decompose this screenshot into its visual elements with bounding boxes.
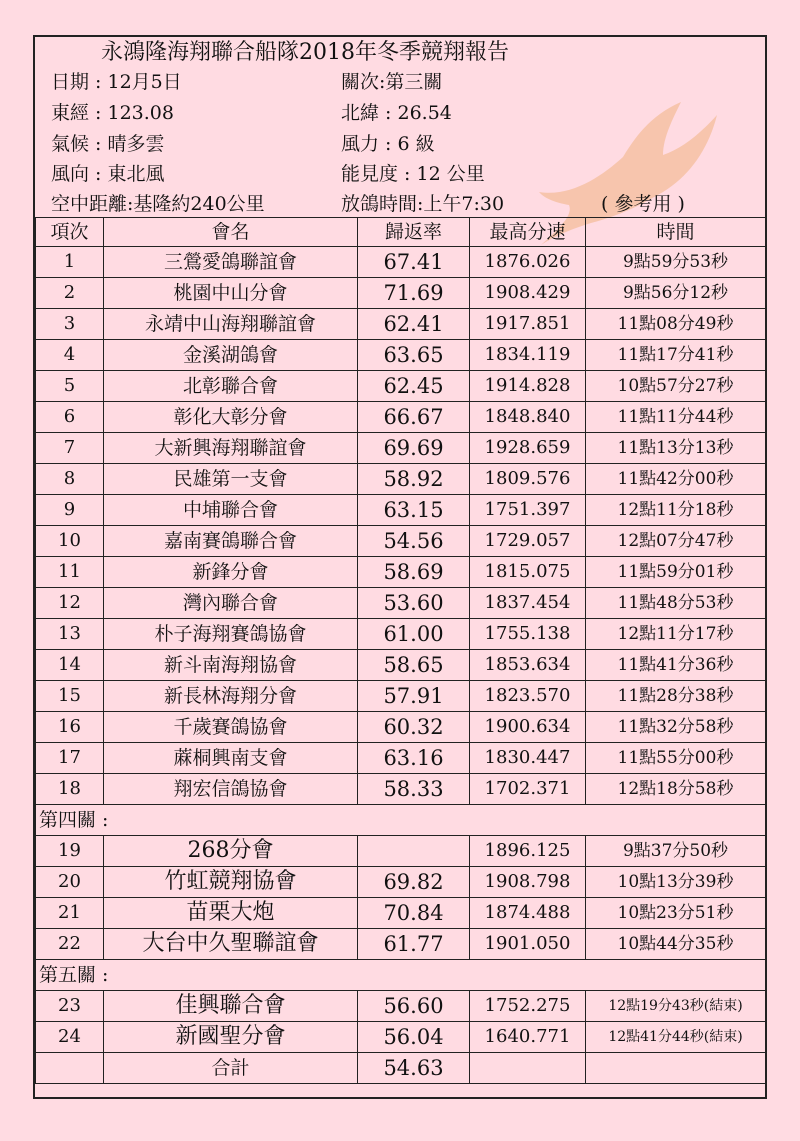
arrival-time: 11點11分44秒 xyxy=(586,402,766,433)
info-stage: 關次:第三關 xyxy=(341,71,443,93)
arrival-time: 11點42分00秒 xyxy=(586,464,766,495)
return-rate: 67.41 xyxy=(358,247,470,278)
table-row xyxy=(36,557,766,588)
arrival-time: 10點44分35秒 xyxy=(586,929,766,960)
return-rate: 56.60 xyxy=(358,991,470,1022)
return-rate: 58.92 xyxy=(358,464,470,495)
row-number: 7 xyxy=(36,433,104,464)
table-row xyxy=(36,867,766,898)
section-label: 第四關 : xyxy=(36,805,766,836)
club-name: 朴子海翔賽鴿協會 xyxy=(104,619,358,650)
return-rate: 57.91 xyxy=(358,681,470,712)
club-name: 灣內聯合會 xyxy=(104,588,358,619)
club-name: 苗栗大炮 xyxy=(104,898,358,929)
club-name: 彰化大彰分會 xyxy=(104,402,358,433)
top-speed: 1908.798 xyxy=(470,867,586,898)
top-speed: 1755.138 xyxy=(470,619,586,650)
return-rate xyxy=(358,836,470,867)
table-row xyxy=(36,836,766,867)
top-speed: 1853.634 xyxy=(470,650,586,681)
return-rate: 63.15 xyxy=(358,495,470,526)
club-name: 新鋒分會 xyxy=(104,557,358,588)
club-name: 大新興海翔聯誼會 xyxy=(104,433,358,464)
top-speed: 1702.371 xyxy=(470,774,586,805)
row-number: 14 xyxy=(36,650,104,681)
club-name: 佳興聯合會 xyxy=(104,991,358,1022)
table-row xyxy=(36,898,766,929)
arrival-time: 12點07分47秒 xyxy=(586,526,766,557)
return-rate: 53.60 xyxy=(358,588,470,619)
club-name: 蔴桐興南支會 xyxy=(104,743,358,774)
row-number: 9 xyxy=(36,495,104,526)
info-release-time: 放鴿時間:上午7:30 xyxy=(341,193,505,215)
top-speed: 1823.570 xyxy=(470,681,586,712)
top-speed: 1876.026 xyxy=(470,247,586,278)
row-number: 16 xyxy=(36,712,104,743)
header-rate: 歸返率 xyxy=(358,218,470,247)
top-speed: 1834.119 xyxy=(470,340,586,371)
table-row xyxy=(36,588,766,619)
section-row xyxy=(36,805,766,836)
club-name: 新國聖分會 xyxy=(104,1022,358,1053)
arrival-time: 9點56分12秒 xyxy=(586,278,766,309)
top-speed: 1837.454 xyxy=(470,588,586,619)
club-name: 桃園中山分會 xyxy=(104,278,358,309)
header-name: 會名 xyxy=(104,218,358,247)
row-number: 3 xyxy=(36,309,104,340)
section-label: 第五關 : xyxy=(36,960,766,991)
row-number: 1 xyxy=(36,247,104,278)
top-speed: 1815.075 xyxy=(470,557,586,588)
return-rate: 61.00 xyxy=(358,619,470,650)
return-rate: 63.65 xyxy=(358,340,470,371)
return-rate: 71.69 xyxy=(358,278,470,309)
table-row xyxy=(36,991,766,1022)
table-row xyxy=(36,619,766,650)
table-row xyxy=(36,712,766,743)
info-distance: 空中距離:基隆約240公里 xyxy=(51,193,265,215)
row-number: 5 xyxy=(36,371,104,402)
club-name: 竹虹競翔協會 xyxy=(104,867,358,898)
total-empty xyxy=(470,1053,586,1084)
arrival-time: 10點57分27秒 xyxy=(586,371,766,402)
arrival-time: 12點19分43秒(結束) xyxy=(586,991,766,1022)
club-name: 千歲賽鴿協會 xyxy=(104,712,358,743)
table-row xyxy=(36,526,766,557)
return-rate: 60.32 xyxy=(358,712,470,743)
return-rate: 62.41 xyxy=(358,309,470,340)
row-number: 23 xyxy=(36,991,104,1022)
arrival-time: 12點18分58秒 xyxy=(586,774,766,805)
arrival-time: 10點13分39秒 xyxy=(586,867,766,898)
table-row xyxy=(36,495,766,526)
table-row xyxy=(36,340,766,371)
row-number: 13 xyxy=(36,619,104,650)
row-number: 2 xyxy=(36,278,104,309)
info-reference: ( 參考用 ) xyxy=(601,193,685,215)
total-label: 合計 xyxy=(104,1053,358,1084)
arrival-time: 11點17分41秒 xyxy=(586,340,766,371)
top-speed: 1900.634 xyxy=(470,712,586,743)
top-speed: 1640.771 xyxy=(470,1022,586,1053)
return-rate: 61.77 xyxy=(358,929,470,960)
arrival-time: 11點55分00秒 xyxy=(586,743,766,774)
club-name: 翔宏信鴿協會 xyxy=(104,774,358,805)
return-rate: 70.84 xyxy=(358,898,470,929)
table-row xyxy=(36,247,766,278)
club-name: 新斗南海翔協會 xyxy=(104,650,358,681)
top-speed: 1914.828 xyxy=(470,371,586,402)
total-empty xyxy=(36,1053,104,1084)
table-row xyxy=(36,433,766,464)
top-speed: 1848.840 xyxy=(470,402,586,433)
return-rate: 69.69 xyxy=(358,433,470,464)
arrival-time: 11點48分53秒 xyxy=(586,588,766,619)
top-speed: 1830.447 xyxy=(470,743,586,774)
arrival-time: 12點11分18秒 xyxy=(586,495,766,526)
club-name: 北彰聯合會 xyxy=(104,371,358,402)
row-number: 20 xyxy=(36,867,104,898)
table-row xyxy=(36,650,766,681)
row-number: 11 xyxy=(36,557,104,588)
club-name: 268分會 xyxy=(104,836,358,867)
table-row xyxy=(36,309,766,340)
info-visibility: 能見度 : 12 公里 xyxy=(341,163,485,185)
row-number: 6 xyxy=(36,402,104,433)
table-row xyxy=(36,929,766,960)
top-speed: 1729.057 xyxy=(470,526,586,557)
return-rate: 54.56 xyxy=(358,526,470,557)
table-header-row xyxy=(36,218,766,247)
table-row xyxy=(36,743,766,774)
return-rate: 56.04 xyxy=(358,1022,470,1053)
club-name: 民雄第一支會 xyxy=(104,464,358,495)
total-rate: 54.63 xyxy=(358,1053,470,1084)
row-number: 18 xyxy=(36,774,104,805)
row-number: 24 xyxy=(36,1022,104,1053)
arrival-time: 11點08分49秒 xyxy=(586,309,766,340)
arrival-time: 11點59分01秒 xyxy=(586,557,766,588)
return-rate: 58.33 xyxy=(358,774,470,805)
row-number: 12 xyxy=(36,588,104,619)
results-table xyxy=(35,217,766,1084)
top-speed: 1809.576 xyxy=(470,464,586,495)
club-name: 永靖中山海翔聯誼會 xyxy=(104,309,358,340)
row-number: 17 xyxy=(36,743,104,774)
arrival-time: 9點59分53秒 xyxy=(586,247,766,278)
arrival-time: 9點37分50秒 xyxy=(586,836,766,867)
club-name: 金溪湖鴿會 xyxy=(104,340,358,371)
info-wind-direction: 風向 : 東北風 xyxy=(51,163,165,185)
row-number: 8 xyxy=(36,464,104,495)
report-title: 永鴻隆海翔聯合船隊2018年冬季競翔報告 xyxy=(101,40,509,65)
info-wind-force: 風力 : 6 級 xyxy=(341,133,435,155)
total-empty xyxy=(586,1053,766,1084)
arrival-time: 11點41分36秒 xyxy=(586,650,766,681)
header-time: 時間 xyxy=(586,218,766,247)
section-row xyxy=(36,960,766,991)
club-name: 中埔聯合會 xyxy=(104,495,358,526)
top-speed: 1908.429 xyxy=(470,278,586,309)
return-rate: 63.16 xyxy=(358,743,470,774)
arrival-time: 12點11分17秒 xyxy=(586,619,766,650)
club-name: 嘉南賽鴿聯合會 xyxy=(104,526,358,557)
row-number: 21 xyxy=(36,898,104,929)
arrival-time: 10點23分51秒 xyxy=(586,898,766,929)
header-no: 項次 xyxy=(36,218,104,247)
row-number: 19 xyxy=(36,836,104,867)
table-row xyxy=(36,774,766,805)
top-speed: 1751.397 xyxy=(470,495,586,526)
table-row xyxy=(36,371,766,402)
arrival-time: 12點41分44秒(結束) xyxy=(586,1022,766,1053)
info-longitude: 東經 : 123.08 xyxy=(51,102,174,124)
return-rate: 66.67 xyxy=(358,402,470,433)
return-rate: 58.65 xyxy=(358,650,470,681)
return-rate: 62.45 xyxy=(358,371,470,402)
arrival-time: 11點32分58秒 xyxy=(586,712,766,743)
top-speed: 1874.488 xyxy=(470,898,586,929)
table-row xyxy=(36,402,766,433)
info-weather: 氣候 : 晴多雲 xyxy=(51,133,165,155)
table-row xyxy=(36,681,766,712)
return-rate: 58.69 xyxy=(358,557,470,588)
club-name: 新長林海翔分會 xyxy=(104,681,358,712)
return-rate: 69.82 xyxy=(358,867,470,898)
header-speed: 最高分速 xyxy=(470,218,586,247)
info-latitude: 北緯 : 26.54 xyxy=(341,102,452,124)
total-row xyxy=(36,1053,766,1084)
top-speed: 1896.125 xyxy=(470,836,586,867)
row-number: 15 xyxy=(36,681,104,712)
arrival-time: 11點28分38秒 xyxy=(586,681,766,712)
top-speed: 1928.659 xyxy=(470,433,586,464)
row-number: 22 xyxy=(36,929,104,960)
club-name: 三鶯愛鴿聯誼會 xyxy=(104,247,358,278)
top-speed: 1917.851 xyxy=(470,309,586,340)
top-speed: 1901.050 xyxy=(470,929,586,960)
arrival-time: 11點13分13秒 xyxy=(586,433,766,464)
info-date: 日期 : 12月5日 xyxy=(51,71,182,93)
table-row xyxy=(36,278,766,309)
row-number: 4 xyxy=(36,340,104,371)
top-speed: 1752.275 xyxy=(470,991,586,1022)
table-row xyxy=(36,464,766,495)
report-sheet xyxy=(33,35,767,1099)
row-number: 10 xyxy=(36,526,104,557)
club-name: 大台中久聖聯誼會 xyxy=(104,929,358,960)
table-row xyxy=(36,1022,766,1053)
